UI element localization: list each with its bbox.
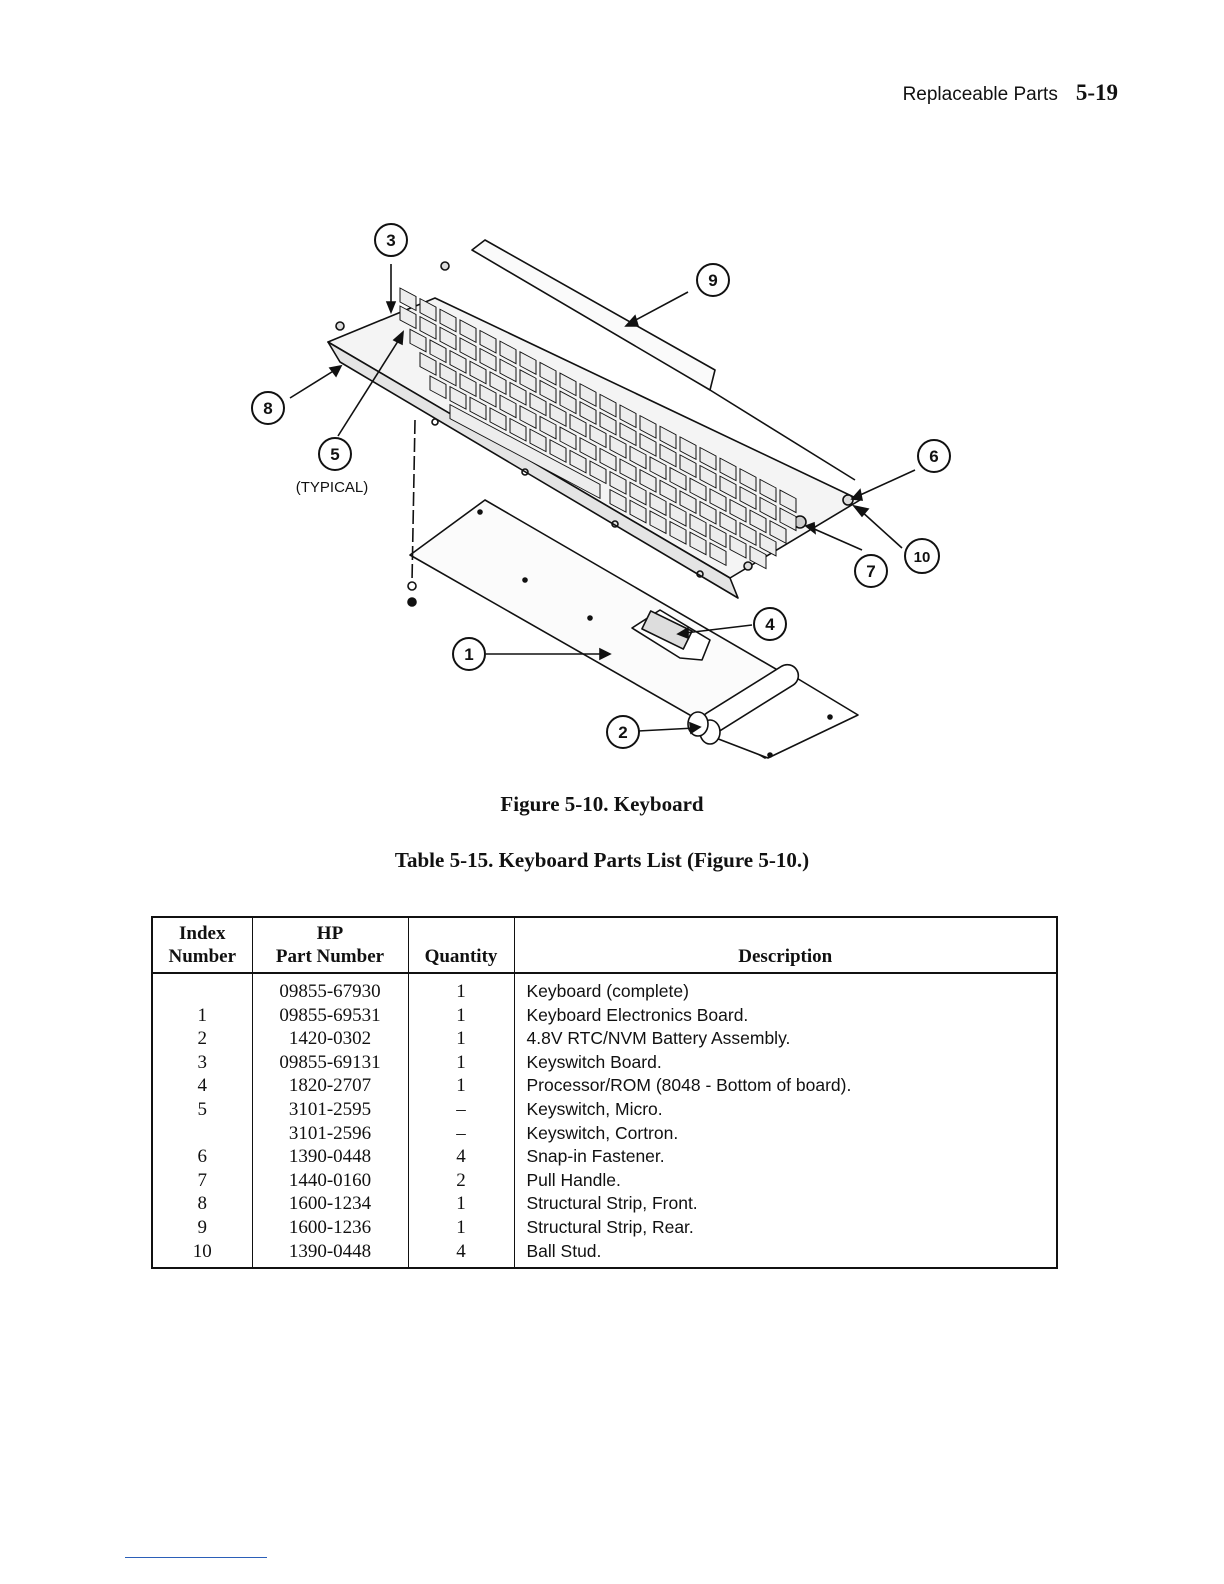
cell-desc: Snap-in Fastener.	[514, 1145, 1057, 1169]
header-index: Index Number	[152, 917, 252, 973]
keyboard-exploded-figure	[240, 210, 980, 780]
cell-index: 4	[152, 1074, 252, 1098]
table-row	[152, 1051, 1057, 1075]
cell-desc: Keyswitch, Cortron.	[514, 1122, 1057, 1146]
callout-8: 8	[263, 399, 273, 418]
cell-index	[152, 1122, 252, 1146]
cell-part: 1600-1234	[252, 1192, 408, 1216]
cell-part: 1440-0160	[252, 1169, 408, 1193]
table-caption: Table 5-15. Keyboard Parts List (Figure 5-10.)	[394, 848, 810, 872]
cell-qty: 1	[408, 1192, 514, 1216]
cell-qty: 4	[408, 1145, 514, 1169]
keyboard-drawing	[240, 210, 980, 780]
figure-caption: Figure 5-10. Keyboard	[500, 792, 704, 816]
table-header-row	[152, 917, 1057, 973]
cell-qty: 1	[408, 1216, 514, 1240]
table-row	[152, 1240, 1057, 1269]
cell-part: 1420-0302	[252, 1027, 408, 1051]
cell-qty: 1	[408, 1004, 514, 1028]
cell-part: 1390-0448	[252, 1145, 408, 1169]
cell-index: 7	[152, 1169, 252, 1193]
callout-6: 6	[929, 447, 939, 466]
cell-desc: Keyboard Electronics Board.	[514, 1004, 1057, 1028]
cell-index: 1	[152, 1004, 252, 1028]
table-row	[152, 1192, 1057, 1216]
callout-2: 2	[618, 723, 628, 742]
table-row	[152, 1216, 1057, 1240]
cell-part: 09855-69531	[252, 1004, 408, 1028]
cell-desc: Structural Strip, Rear.	[514, 1216, 1057, 1240]
cell-desc: Keyswitch, Micro.	[514, 1098, 1057, 1122]
cell-desc: 4.8V RTC/NVM Battery Assembly.	[514, 1027, 1057, 1051]
cell-qty: –	[408, 1098, 514, 1122]
cell-desc: Keyboard (complete)	[514, 973, 1057, 1004]
callout-1: 1	[464, 645, 474, 664]
cell-index: 8	[152, 1192, 252, 1216]
cell-desc: Pull Handle.	[514, 1169, 1057, 1193]
cell-qty: 4	[408, 1240, 514, 1269]
cell-part: 09855-67930	[252, 973, 408, 1004]
cell-index: 2	[152, 1027, 252, 1051]
cell-qty: 1	[408, 1074, 514, 1098]
typical-note: (TYPICAL)	[295, 479, 369, 496]
cell-qty: –	[408, 1122, 514, 1146]
callout-4: 4	[765, 615, 775, 634]
cell-part: 1600-1236	[252, 1216, 408, 1240]
cell-index: 5	[152, 1098, 252, 1122]
callout-7: 7	[866, 562, 876, 581]
callout-9: 9	[708, 271, 718, 290]
header-part-number: HP Part Number	[252, 917, 408, 973]
cell-qty: 2	[408, 1169, 514, 1193]
cell-qty: 1	[408, 1027, 514, 1051]
table-row	[152, 1145, 1057, 1169]
table-row	[152, 1169, 1057, 1193]
page-number: 5-19	[1075, 80, 1118, 105]
cell-part: 3101-2595	[252, 1098, 408, 1122]
cell-part: 1820-2707	[252, 1074, 408, 1098]
cell-desc: Structural Strip, Front.	[514, 1192, 1057, 1216]
cell-part: 1390-0448	[252, 1240, 408, 1269]
cell-part: 09855-69131	[252, 1051, 408, 1075]
callout-5: 5	[330, 445, 340, 464]
callout-3: 3	[386, 231, 396, 250]
table-row	[152, 973, 1057, 1004]
cell-index: 10	[152, 1240, 252, 1269]
cell-index: 3	[152, 1051, 252, 1075]
cell-qty: 1	[408, 973, 514, 1004]
footer-rule	[125, 1557, 267, 1558]
table-row	[152, 1027, 1057, 1051]
table-row	[152, 1098, 1057, 1122]
cell-desc: Keyswitch Board.	[514, 1051, 1057, 1075]
table-row	[152, 1074, 1057, 1098]
header-quantity: Quantity	[408, 917, 514, 973]
callout-10: 10	[913, 549, 931, 566]
cell-desc: Processor/ROM (8048 - Bottom of board).	[514, 1074, 1057, 1098]
section-title: Replaceable Parts	[902, 84, 1058, 105]
cell-part: 3101-2596	[252, 1122, 408, 1146]
table-row	[152, 1004, 1057, 1028]
cell-index	[152, 973, 252, 1004]
page-header	[903, 80, 1118, 106]
table-row	[152, 1122, 1057, 1146]
parts-table	[151, 916, 1058, 1269]
cell-desc: Ball Stud.	[514, 1240, 1057, 1269]
cell-index: 6	[152, 1145, 252, 1169]
cell-index: 9	[152, 1216, 252, 1240]
cell-qty: 1	[408, 1051, 514, 1075]
header-description: Description	[514, 917, 1057, 973]
